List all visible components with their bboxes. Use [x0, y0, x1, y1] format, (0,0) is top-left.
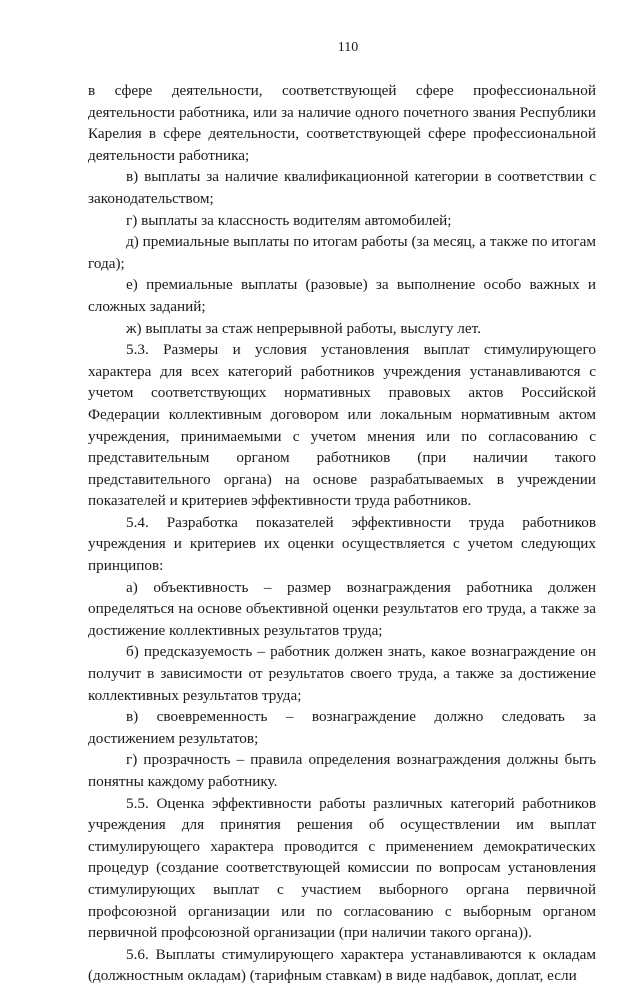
paragraph: а) объективность – размер вознаграждения работника должен определяться на основе объективной оценки результатов его труда, а также за достижение коллективных результатов труда;: [88, 578, 596, 639]
paragraph: в) выплаты за наличие квалификационной категории в соответствии с законодательством;: [88, 168, 596, 207]
paragraph: е) премиальные выплаты (разовые) за выполнение особо важных и сложных заданий;: [88, 276, 596, 315]
paragraph: 5.6. Выплаты стимулирующего характера устанавливаются к окладам (должностным окладам) (тарифным ставкам) в виде надбавок, доплат, если: [88, 945, 596, 985]
paragraph: 5.3. Размеры и условия установления выплат стимулирующего характера для всех категорий работников учреждения устанавливаются с учетом соответствующих нормативных правовых актов Российской Федерации коллективным договором или локальным нормативным актом учреждения, принимаемыми с учетом мнения или по согласованию с представительным органом работников (при наличии такого представительного органа) на основе разрабатываемых в учреждении показателей и критериев эффективности труда работников.: [88, 341, 596, 510]
paragraph: в) своевременность – вознаграждение должно следовать за достижением результатов;: [88, 708, 596, 747]
document-body: [88, 80, 596, 987]
page-number: 110: [337, 40, 359, 55]
paragraph: г) выплаты за классность водителям автомобилей;: [126, 211, 452, 229]
paragraph: ж) выплаты за стаж непрерывной работы, выслугу лет.: [126, 319, 481, 337]
paragraph: 5.4. Разработка показателей эффективности труда работников учреждения и критериев их оценки осуществляется с учетом следующих принципов:: [88, 513, 596, 575]
paragraph: в сфере деятельности, соответствующей сфере профессиональной деятельности работника, или за наличие одного почетного звания Республики Карелия в сфере деятельности, соответствующей сфере профессиональной деятельности работника;: [88, 82, 596, 164]
paragraph: 5.5. Оценка эффективности работы различных категорий работников учреждения для принятия решения об осуществлении им выплат стимулирующего характера проводится с применением демократических процедур (создание соответствующей комиссии по вопросам установления стимулирующих выплат с участием выборного органа первичной профсоюзной организации или по согласованию с выборным органом первичной профсоюзной организации (при наличии такого органа)).: [88, 794, 596, 942]
paragraph: д) премиальные выплаты по итогам работы (за месяц, а также по итогам года);: [88, 233, 596, 272]
paragraph: б) предсказуемость – работник должен знать, какое вознаграждение он получит в зависимости от результатов своего труда, а также за достижение коллективных результатов труда;: [88, 643, 596, 704]
paragraph: г) прозрачность – правила определения вознаграждения должны быть понятны каждому работнику.: [88, 751, 596, 790]
